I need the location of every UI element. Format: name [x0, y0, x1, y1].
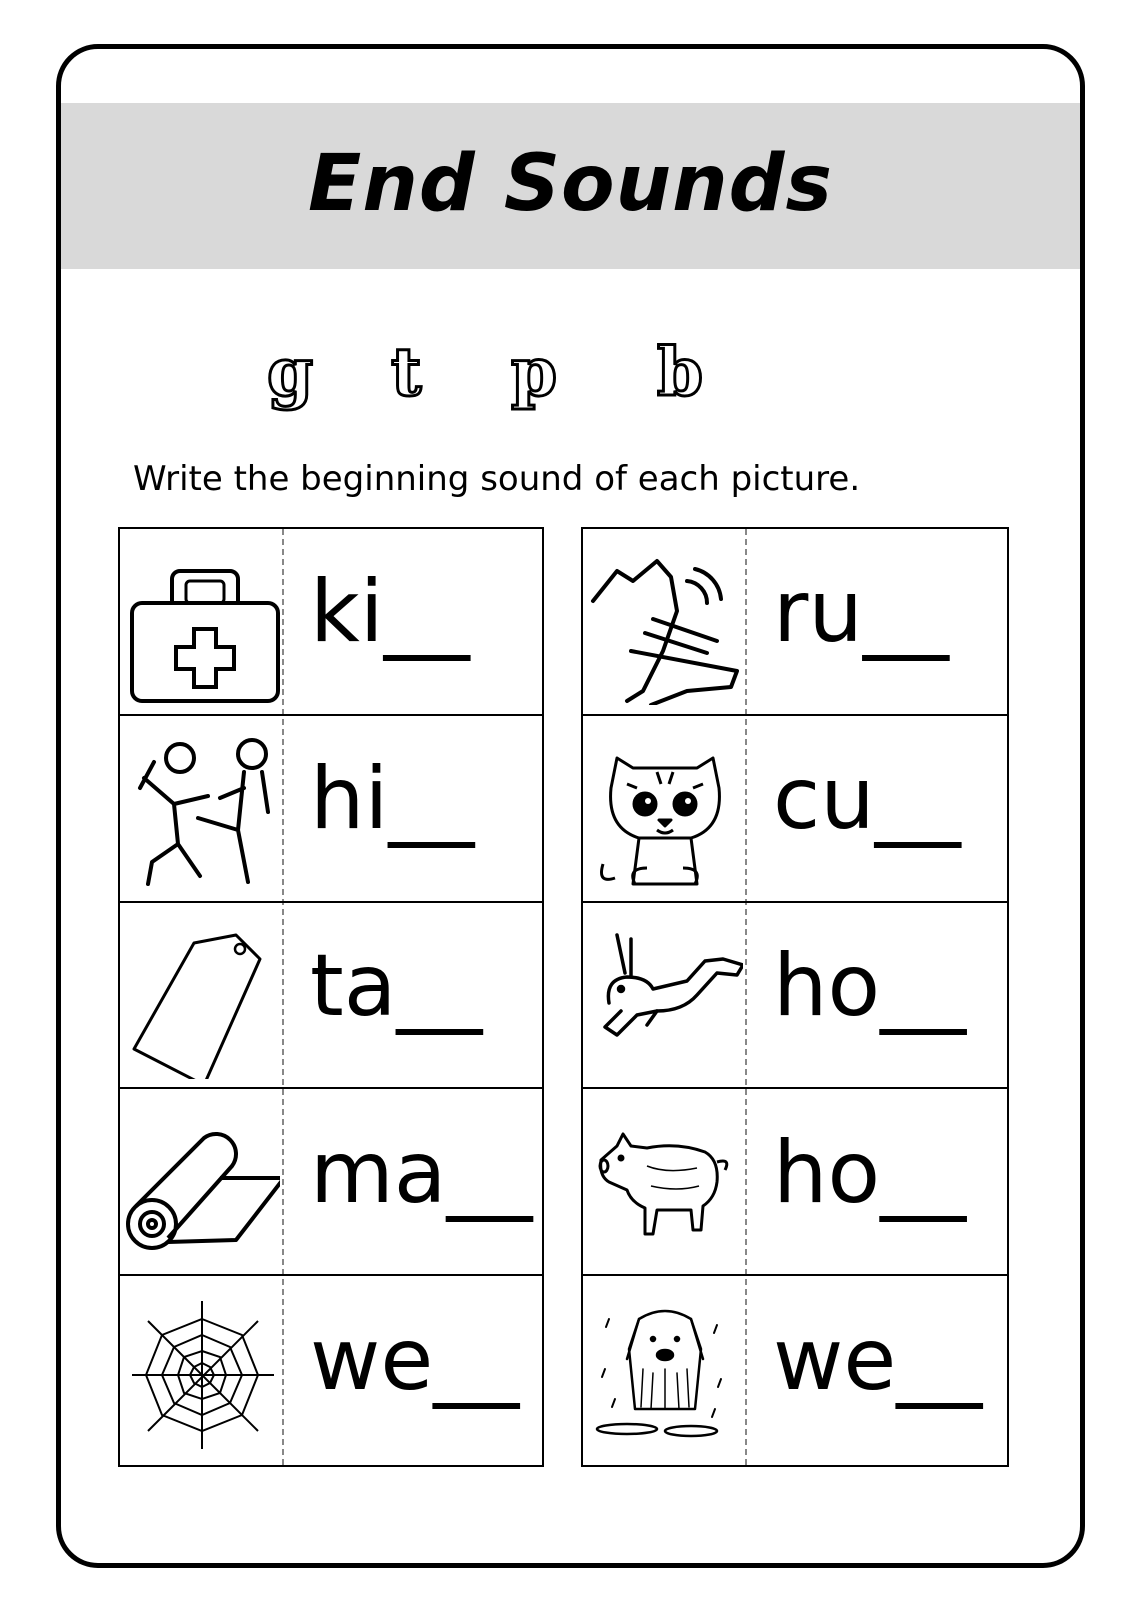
fighting-people-icon — [124, 728, 280, 892]
hopping-rabbit-icon — [587, 915, 743, 1079]
letter-bank-item: g — [267, 333, 314, 411]
word-row — [583, 903, 1007, 1091]
word-row — [583, 1277, 1007, 1465]
rubbing-hands-icon — [587, 541, 743, 705]
word-blank[interactable]: ho__ — [773, 936, 967, 1036]
title-band — [61, 103, 1080, 269]
word-blank[interactable]: ma__ — [310, 1123, 533, 1223]
word-row — [583, 529, 1007, 717]
right-word-column — [581, 527, 1009, 1467]
word-blank[interactable]: hi__ — [310, 749, 475, 849]
word-row — [583, 716, 1007, 904]
first-aid-kit-icon — [124, 541, 280, 705]
spider-web-icon — [124, 1289, 280, 1453]
word-row — [583, 1090, 1007, 1278]
page-title: End Sounds — [308, 139, 833, 229]
wet-dog-icon — [587, 1289, 743, 1453]
letter-bank-item: p — [511, 333, 558, 411]
tag-icon — [124, 915, 280, 1079]
tiger-cub-icon — [587, 728, 743, 892]
word-row — [120, 1090, 542, 1278]
left-word-column — [118, 527, 544, 1467]
letter-bank-item: b — [657, 333, 704, 411]
word-row — [120, 529, 542, 717]
letter-bank-item: t — [391, 333, 422, 411]
rolled-mat-icon — [124, 1102, 280, 1266]
word-blank[interactable]: ru__ — [773, 562, 949, 662]
word-blank[interactable]: we__ — [773, 1310, 983, 1410]
letter-bank — [61, 333, 1080, 439]
word-row — [120, 903, 542, 1091]
word-row — [120, 716, 542, 904]
instruction-text: Write the beginning sound of each picture. — [133, 459, 861, 499]
word-blank[interactable]: cu__ — [773, 749, 961, 849]
word-row — [120, 1277, 542, 1465]
worksheet-frame — [56, 44, 1085, 1568]
word-blank[interactable]: ho__ — [773, 1123, 967, 1223]
word-blank[interactable]: ta__ — [310, 936, 483, 1036]
word-blank[interactable]: we__ — [310, 1310, 520, 1410]
hog-icon — [587, 1102, 743, 1266]
word-blank[interactable]: ki__ — [310, 562, 470, 662]
